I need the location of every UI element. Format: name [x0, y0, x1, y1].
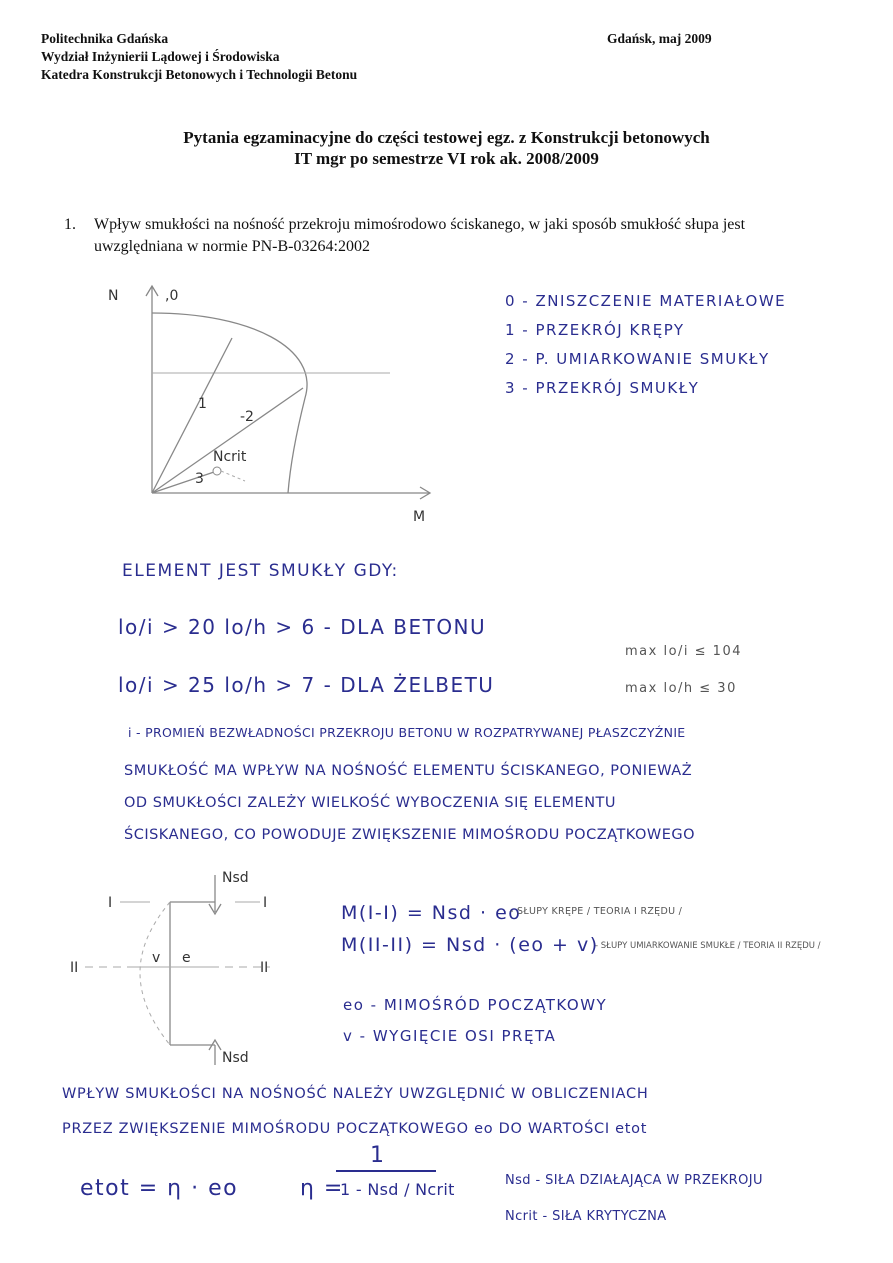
- question: [64, 214, 784, 258]
- column-diagram: [70, 870, 280, 1070]
- moment-formula-2-note: - SŁUPY UMIARKOWANIE SMUKŁE / TEORIA II RZĘDU /: [595, 941, 821, 951]
- curve-0-capacity: [152, 313, 307, 493]
- ncrit-point: [213, 467, 221, 475]
- section-2-right-label: II: [260, 960, 269, 976]
- deflection-v-label: v: [152, 950, 161, 966]
- header-place-date: Gdańsk, maj 2009: [607, 31, 712, 46]
- max-limit-2: max lo/h ≤ 30: [625, 681, 737, 696]
- formula-eta-lhs: η =: [300, 1176, 344, 1201]
- formula-eta-numerator: 1: [370, 1143, 386, 1168]
- section-1-left-label: I: [108, 895, 113, 911]
- paragraph-1-line-3: ŚCISKANEGO, CO POWODUJE ZWIĘKSZENIE MIMOŚRODU POCZĄTKOWEGO: [124, 827, 696, 843]
- page-title-line1: Pytania egzaminacyjne do części testowej egz. z Konstrukcji betonowych: [183, 128, 710, 147]
- header-faculty: Wydział Inżynierii Lądowej i Środowiska: [41, 49, 280, 64]
- ncrit-label: Ncrit: [213, 449, 247, 465]
- ncrit-dashed: [221, 471, 245, 481]
- eo-definition: eo - MIMOŚRÓD POCZĄTKOWY: [343, 996, 608, 1014]
- curve-1-label: 1: [198, 396, 207, 412]
- moment-formula-1-note: - SŁUPY KRĘPE / TEORIA I RZĘDU /: [510, 906, 683, 917]
- section-2-left-label: II: [70, 960, 79, 976]
- legend-item-1: 1 - PRZEKRÓJ KRĘPY: [505, 321, 685, 339]
- paragraph-1-line-1: SMUKŁOŚĆ MA WPŁYW NA NOŚNOŚĆ ELEMENTU ŚCISKANEGO, PONIEWAŻ: [124, 763, 693, 779]
- eccentricity-e-label: e: [182, 950, 191, 966]
- column-axis-deflected: [140, 902, 170, 1045]
- legend-item-0: 0 - ZNISZCZENIE MATERIAŁOWE: [505, 292, 787, 310]
- header-department: Katedra Konstrukcji Betonowych i Technologii Betonu: [41, 67, 358, 82]
- ray-2: [152, 388, 303, 493]
- axis-y-label: N: [108, 288, 119, 304]
- curve-2-label: -2: [240, 409, 254, 425]
- conclusion-line-1: WPŁYW SMUKŁOŚCI NA NOŚNOŚĆ NALEŻY UWZGLĘDNIĆ W OBLICZENIACH: [62, 1086, 649, 1102]
- moment-formula-2: M(II-II) = Nsd · (eo + v): [341, 934, 599, 956]
- point-0-label: ,0: [165, 288, 179, 304]
- formula-eta-fraction-bar: [336, 1170, 436, 1172]
- question-number: 1.: [64, 216, 76, 233]
- condition-beton: lo/i > 20 lo/h > 6 - DLA BETONU: [118, 615, 487, 639]
- v-definition: v - WYGIĘCIE OSI PRĘTA: [343, 1027, 557, 1045]
- legend-item-2: 2 - P. UMIARKOWANIE SMUKŁY: [505, 350, 770, 368]
- interaction-diagram: [100, 278, 440, 528]
- nsd-definition: Nsd - SIŁA DZIAŁAJĄCA W PRZEKROJU: [505, 1173, 763, 1188]
- paragraph-1-line-2: OD SMUKŁOŚCI ZALEŻY WIELKOŚĆ WYBOCZENIA SIĘ ELEMENTU: [124, 795, 617, 811]
- question-text: Wpływ smukłości na nośność przekroju mimośrodowo ściskanego, w jaki sposób smukłość słupa jest uwzględniana w normie PN-B-03264:2002: [94, 216, 746, 255]
- legend-item-3: 3 - PRZEKRÓJ SMUKŁY: [505, 379, 700, 397]
- formula-etot: etot = η · eo: [80, 1176, 239, 1201]
- max-limit-1: max lo/i ≤ 104: [625, 644, 742, 659]
- condition-zelbet: lo/i > 25 lo/h > 7 - DLA ŻELBETU: [118, 673, 495, 697]
- column-nsd-bottom-label: Nsd: [222, 1050, 249, 1066]
- page-title-line2: IT mgr po semestrze VI rok ak. 2008/2009: [294, 149, 599, 168]
- moment-formula-1: M(I-I) = Nsd · eo: [341, 902, 522, 924]
- formula-eta-denominator: 1 - Nsd / Ncrit: [340, 1180, 455, 1199]
- ncrit-definition: Ncrit - SIŁA KRYTYCZNA: [505, 1209, 667, 1224]
- conclusion-line-2: PRZEZ ZWIĘKSZENIE MIMOŚRODU POCZĄTKOWEGO eo DO WARTOŚCI etot: [62, 1121, 648, 1137]
- radius-definition: i - PROMIEŃ BEZWŁADNOŚCI PRZEKROJU BETONU W ROZPATRYWANEJ PŁASZCZYŹNIE: [128, 725, 686, 740]
- section-1-right-label: I: [263, 895, 268, 911]
- axis-x-label: M: [413, 509, 426, 525]
- column-nsd-top-label: Nsd: [222, 870, 249, 886]
- header-university: Politechnika Gdańska: [41, 31, 169, 46]
- slender-heading: ELEMENT JEST SMUKŁY GDY:: [122, 561, 399, 581]
- curve-3-label: 3: [195, 471, 204, 487]
